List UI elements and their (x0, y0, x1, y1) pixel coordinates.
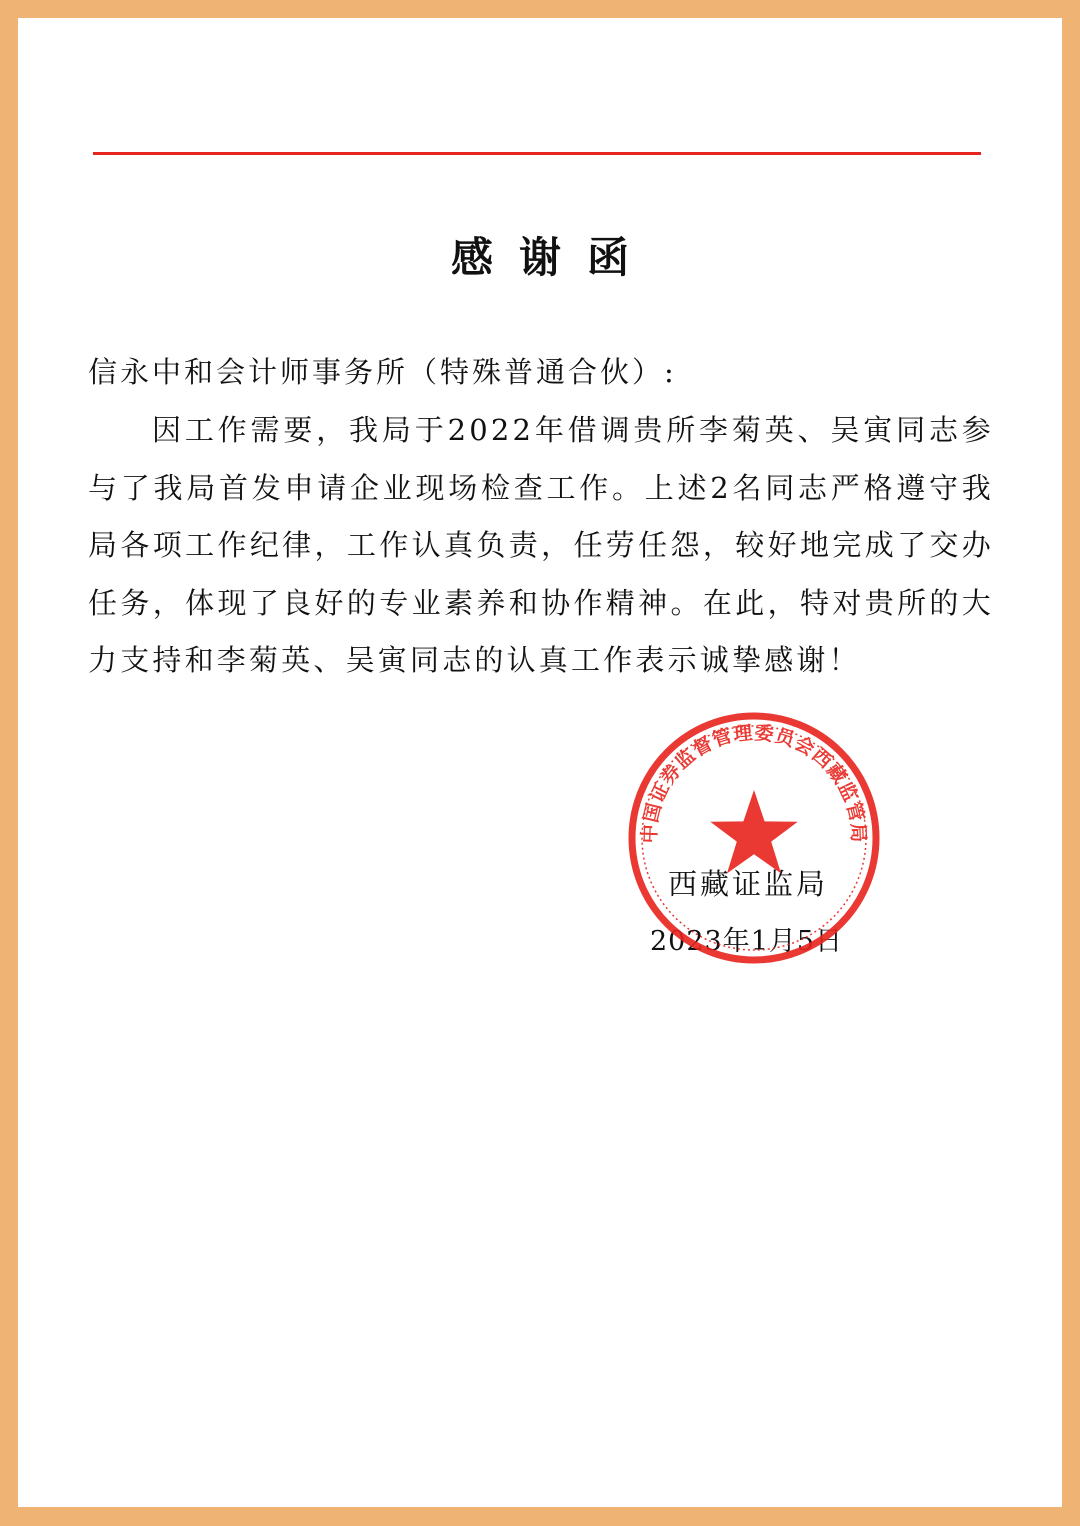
star-icon (710, 790, 798, 873)
seal-text: 中国证券监督管理委员会西藏监管局 (638, 721, 870, 844)
red-header-rule (93, 152, 981, 155)
letter-page (18, 18, 1062, 1507)
letter-body: 因工作需要，我局于2022年借调贵所李菊英、吴寅同志参与了我局首发申请企业现场检查工作。上述2名同志严格遵守我局各项工作纪律，工作认真负责，任劳任怨，较好地完成了交办任务，体现了良好的专业素养和协作精神。在此，特对贵所的大力支持和李菊英、吴寅同志的认真工作表示诚挚感谢！ (88, 413, 994, 677)
salutation: 信永中和会计师事务所（特殊普通合伙）: (88, 355, 677, 389)
letter-date: 2023年1月5日 (650, 926, 844, 957)
official-seal (622, 706, 886, 970)
sender-name: 西藏证监局 (668, 867, 829, 901)
letter-title: 感谢函 (450, 233, 655, 282)
